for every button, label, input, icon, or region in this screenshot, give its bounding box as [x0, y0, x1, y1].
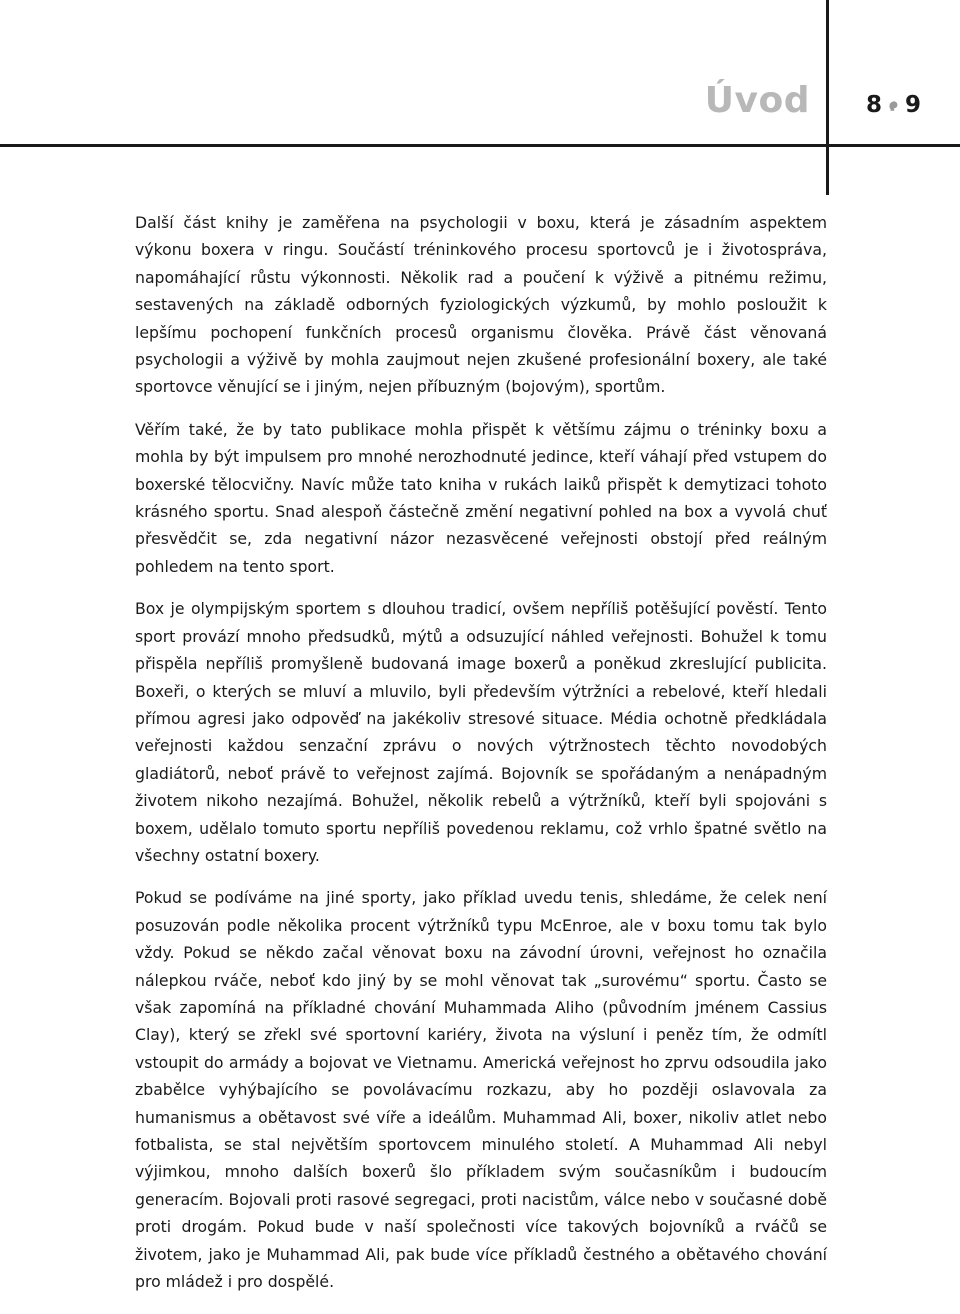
glove-icon — [887, 99, 900, 112]
paragraph-reputation: Box je olympijským sportem s dlouhou tradicí, ovšem nepříliš potěšující pověstí. Tento sport provází mnoho předsudků, mýtů a odsuzující náhled veřejnosti. Bohužel k tomu přispěla nepříliš promyšleně budovaná image boxerů a poněkud zkreslující publicita. Boxeři, o kterých se mluví a mluvilo, byli především výtržníci a rebelové, kteří hledali přímou agresi jako odpověď na jakékoliv stresové situace. Média ochotně předkládala veřejnosti každou senzační zprávu o nových výtržnostech těchto novodobých gladiátorů, neboť právě to veřejnost zajímá. Bojovník se spořádaným a nenápadným životem nikoho nezajímá. Bohužel, několik rebelů a výtržníků, kteří byli spojováni s boxem, udělalo tomuto sportu nepříliš povedenou reklamu, což vrhlo špatné světlo na všechny ostatní boxery. — [135, 599, 827, 865]
page-number-right: 9 — [905, 92, 922, 118]
chapter-title: Úvod — [704, 80, 810, 121]
paragraph-publication-aim: Věřím také, že by tato publikace mohla přispět k většímu zájmu o tréninky boxu a mohla by být impulsem pro mnohé nerozhodnuté jedince, kteří váhají před vstupem do boxerské tělocvičny. Navíc může tato kniha v rukách laiků přispět k demytizaci tohoto krásného sportu. Snad alespoň částečně změní negativní pohled na box a vyvolá chuť přesvědčit se, zda negativní názor nezasvěcené veřejnosti obstojí před reálným pohledem na tento sport. — [135, 419, 827, 576]
page-numbers — [866, 92, 921, 118]
paragraph-psychology: Další část knihy je zaměřena na psychologii v boxu, která je zásadním aspektem výkonu boxera v ringu. Součástí tréninkového procesu sportovců je i životospráva, napomáhající růstu výkonnosti. Několik rad a poučení k výživě a pitnému režimu, sestavených na základě odborných fyziologických výzkumů, by mohlo posloužit k lepšímu pochopení funkčních procesů organismu člověka. Právě část věnovaná psychologii a výživě by mohla zaujmout nejen zkušené profesionální boxery, ale také sportovce věnující se i jiným, nejen příbuzným (bojovým), sportům. — [135, 213, 827, 397]
header-vertical-rule — [826, 0, 829, 195]
body-text — [135, 209, 827, 1310]
header-rule — [0, 144, 960, 147]
paragraph-muhammad-ali: Pokud se podíváme na jiné sporty, jako příklad uvedu tenis, shledáme, že celek není posuzován podle několika procent výtržníků typu McEnroe, ale v boxu tomu tak bylo vždy. Pokud se někdo začal věnovat boxu na závodní úrovni, veřejnost ho označila nálepkou rváče, neboť kdo jiný by se mohl věnovat tak „surovému“ sportu. Často se však zapomíná na příkladné chování Muhammada Aliho (původním jménem Cassius Clay), který se zřekl své sportovní kariéry, života na výsluní i peněz tím, že odmítl vstoupit do armády a bojovat ve Vietnamu. Americká veřejnost ho zprvu odsoudila jako zbabělce vyhýbajícího se povolávacímu rozkazu, aby ho později oslavovala za humanismus a obětavost své víře a ideálům. Muhammad Ali, boxer, nikoliv atlet nebo fotbalista, se stal největším sportovcem minulého století. A Muhammad Ali nebyl výjimkou, mnoho dalších boxerů šlo příkladem svým současníkům i budoucím generacím. Bojovali proti rasové segregaci, proti nacistům, válce nebo v současné době proti drogám. Pokud bude v naší společnosti více takových bojovníků a rváčů se životem, jako je Muhammad Ali, pak bude více příkladů čestného a obětavého chování pro mládež i pro dospělé. — [135, 888, 827, 1292]
page-number-left: 8 — [866, 92, 883, 118]
